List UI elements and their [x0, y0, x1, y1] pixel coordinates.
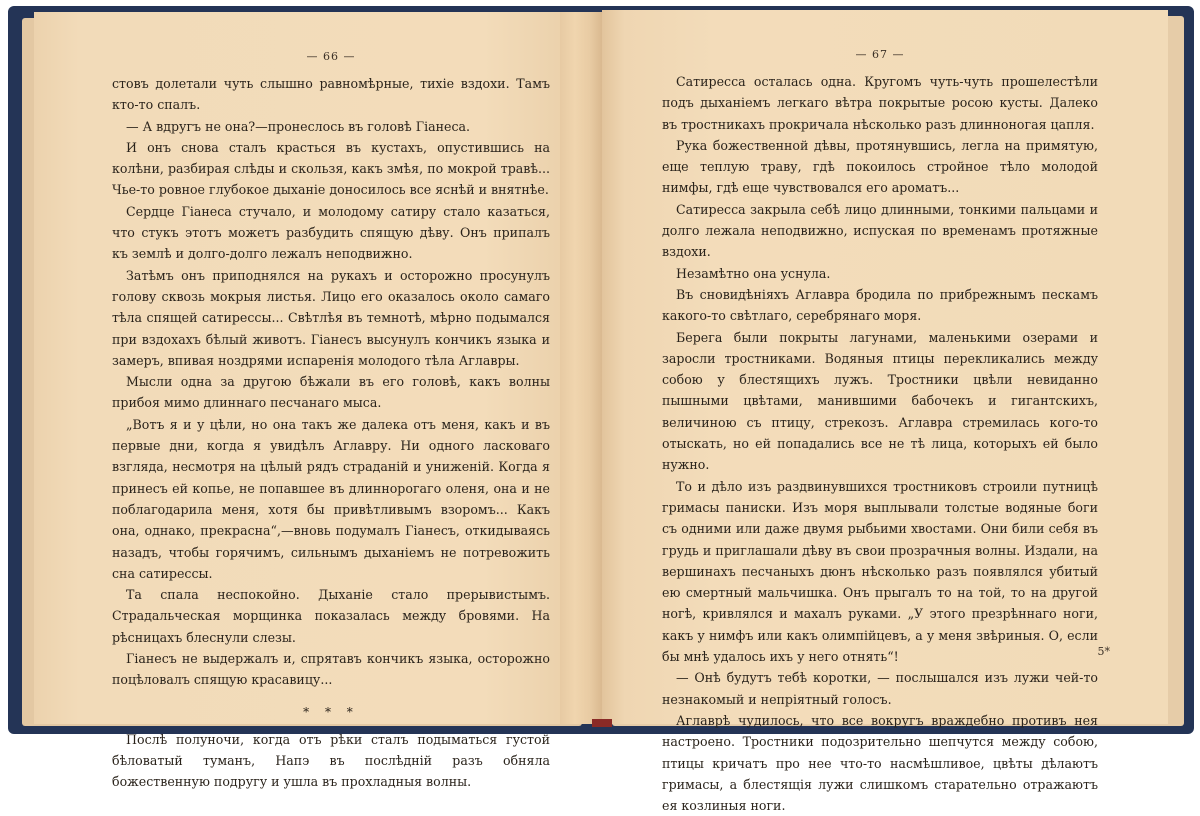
section-separator: * * *: [303, 704, 359, 719]
right-paragraph: Незамѣтно она уснула.: [676, 265, 831, 281]
spine-ribbon: [592, 719, 612, 727]
right-paragraph: Сатиресса осталась одна. Кругомъ чуть-чуть прошелестѣли подъ дыханіемъ легкаго вѣтра покрытые росою кусты. Далеко въ тростникахъ прокричала нѣсколько разъ длинноногая цапля.: [662, 74, 1098, 132]
right-paragraph: Аглаврѣ чудилось, что все вокругъ враждебно противъ нея настроено. Тростники подозрительно шепчутся между собою, птицы кричатъ про нее что-то насмѣшливое, цвѣты дѣлаютъ гримасы, а блестящія лужи слишкомъ старательно отражаютъ ея козлиныя ноги.: [662, 712, 1098, 814]
right-paragraph: Сатиресса закрыла себѣ лицо длинными, тонкими пальцами и долго лежала неподвижно, испуская по временамъ протяжные вздохи.: [662, 201, 1098, 260]
left-paragraph: Послѣ полуночи, когда отъ рѣки сталъ подыматься густой бѣловатый туманъ, Напэ въ послѣдній разъ обняла божественную подругу и ушла въ прохладныя волны.: [112, 731, 550, 790]
left-paragraph: стовъ долетали чуть слышно равномѣрные, тихіе вздохи. Тамъ кто-то спалъ.: [112, 76, 550, 113]
signature-mark: 5*: [1097, 645, 1110, 658]
left-page: [34, 12, 596, 790]
right-paragraph: Въ сновидѣніяхъ Аглавра бродила по прибрежнымъ пескамъ какого-то свѣтлаго, серебрянаго моря.: [662, 286, 1098, 324]
right-paragraph: Берега были покрыты лагунами, маленькими озерами и заросли тростниками. Водяныя птицы перекликались между собою у блестящихъ лужъ. Тростники цвѣли невиданно пышными цвѣтами, манившими бабочекъ и гигантскихъ, величиною съ птицу, стрекозъ. Аглавра стремилась кого-то отыскать, но ей попадались все не тѣ лица, которыхъ ей было нужно.: [662, 329, 1098, 473]
left-paragraph: Сердце Гіанеса стучало, и молодому сатиру стало казаться, что стукъ этотъ можетъ разбудить спящую дѣву. Онъ припалъ къ землѣ и долго-долго лежалъ неподвижно.: [112, 203, 550, 262]
right-paragraph: Рука божественной дѣвы, протянувшись, легла на примятую, еще теплую траву, гдѣ покоилось стройное тѣло молодой нимфы, гдѣ еще чувствовался его ароматъ...: [662, 137, 1098, 196]
left-paragraph: Гіанесъ не выдержалъ и, спрятавъ кончикъ языка, осторожно поцѣловалъ спящую красавицу...: [112, 651, 550, 688]
left-page-number: — 66 —: [306, 50, 356, 63]
right-paragraph: — Онѣ будутъ тебѣ коротки, — послышался изъ лужи чей-то незнакомый и непріятный голосъ.: [662, 670, 1098, 707]
left-paragraph: Та спала неспокойно. Дыханіе стало прерывистымъ. Страдальческая морщинка показалась между бровями. На рѣсницахъ блеснули слезы.: [112, 587, 550, 645]
right-page: [602, 10, 1168, 814]
left-paragraph: „Вотъ я и у цѣли, но она такъ же далека отъ меня, какъ и въ первые дни, когда я увидѣлъ Аглавру. Ни одного ласковаго взгляда, несмотря на цѣлый рядъ страданій и униженій. Когда я принесъ ей копье, не попавшее въ длиннорогаго оленя, она и не поблагодарила меня, хотя бы привѣтливымъ взоромъ... Какъ она, однако, прекрасна“,—вновь подумалъ Гіанесъ, откидываясь назадъ, чтобы горячимъ, сильнымъ дыханіемъ не потревожить сна сатирессы.: [112, 416, 550, 581]
left-paragraph: Затѣмъ онъ приподнялся на рукахъ и осторожно просунулъ голову сквозь мокрыя листья. Лицо его оказалось около самаго тѣла спящей сатирессы... Свѣтлѣя въ темнотѣ, мѣрно подымался при вздохахъ бѣлый животъ. Гіанесъ высунулъ кончикъ языка и замеръ, впивая ноздрями испаренія молодого тѣла Аглавры.: [112, 267, 550, 368]
left-paragraph: — А вдругъ не она?—пронеслось въ головѣ Гіанеса.: [126, 118, 471, 134]
left-paragraph: Мысли одна за другою бѣжали въ его головѣ, какъ волны прибоя мимо длиннаго песчанаго мыса.: [112, 374, 550, 411]
right-page-number: — 67 —: [855, 48, 905, 61]
right-paragraph: То и дѣло изъ раздвинувшихся тростниковъ строили путницѣ гримасы паниски. Изъ моря выплывали толстые водяные боги съ одними или даже двумя рыбьими хвостами. Они били себя въ грудь и приглашали дѣву въ свои прозрачныя волны. Издали, на вершинахъ песчаныхъ дюнъ нѣсколько разъ появлялся убитый ею смертный мальчишка. Онъ прыгалъ то на той, то на другой ногѣ, кривлялся и махалъ руками. „У этого презрѣннаго ноги, какъ у нимфъ или какъ олимпійцевъ, а у меня звѣриныя. О, если бы мнѣ удалось ихъ у него отнять“!: [662, 478, 1098, 665]
left-paragraph: И онъ снова сталъ красться въ кустахъ, опустившись на колѣни, разбирая слѣды и скользя, какъ змѣя, по мокрой травѣ... Чье-то ровное глубокое дыханіе доносилось все яснѣй и внятнѣе.: [112, 139, 550, 198]
